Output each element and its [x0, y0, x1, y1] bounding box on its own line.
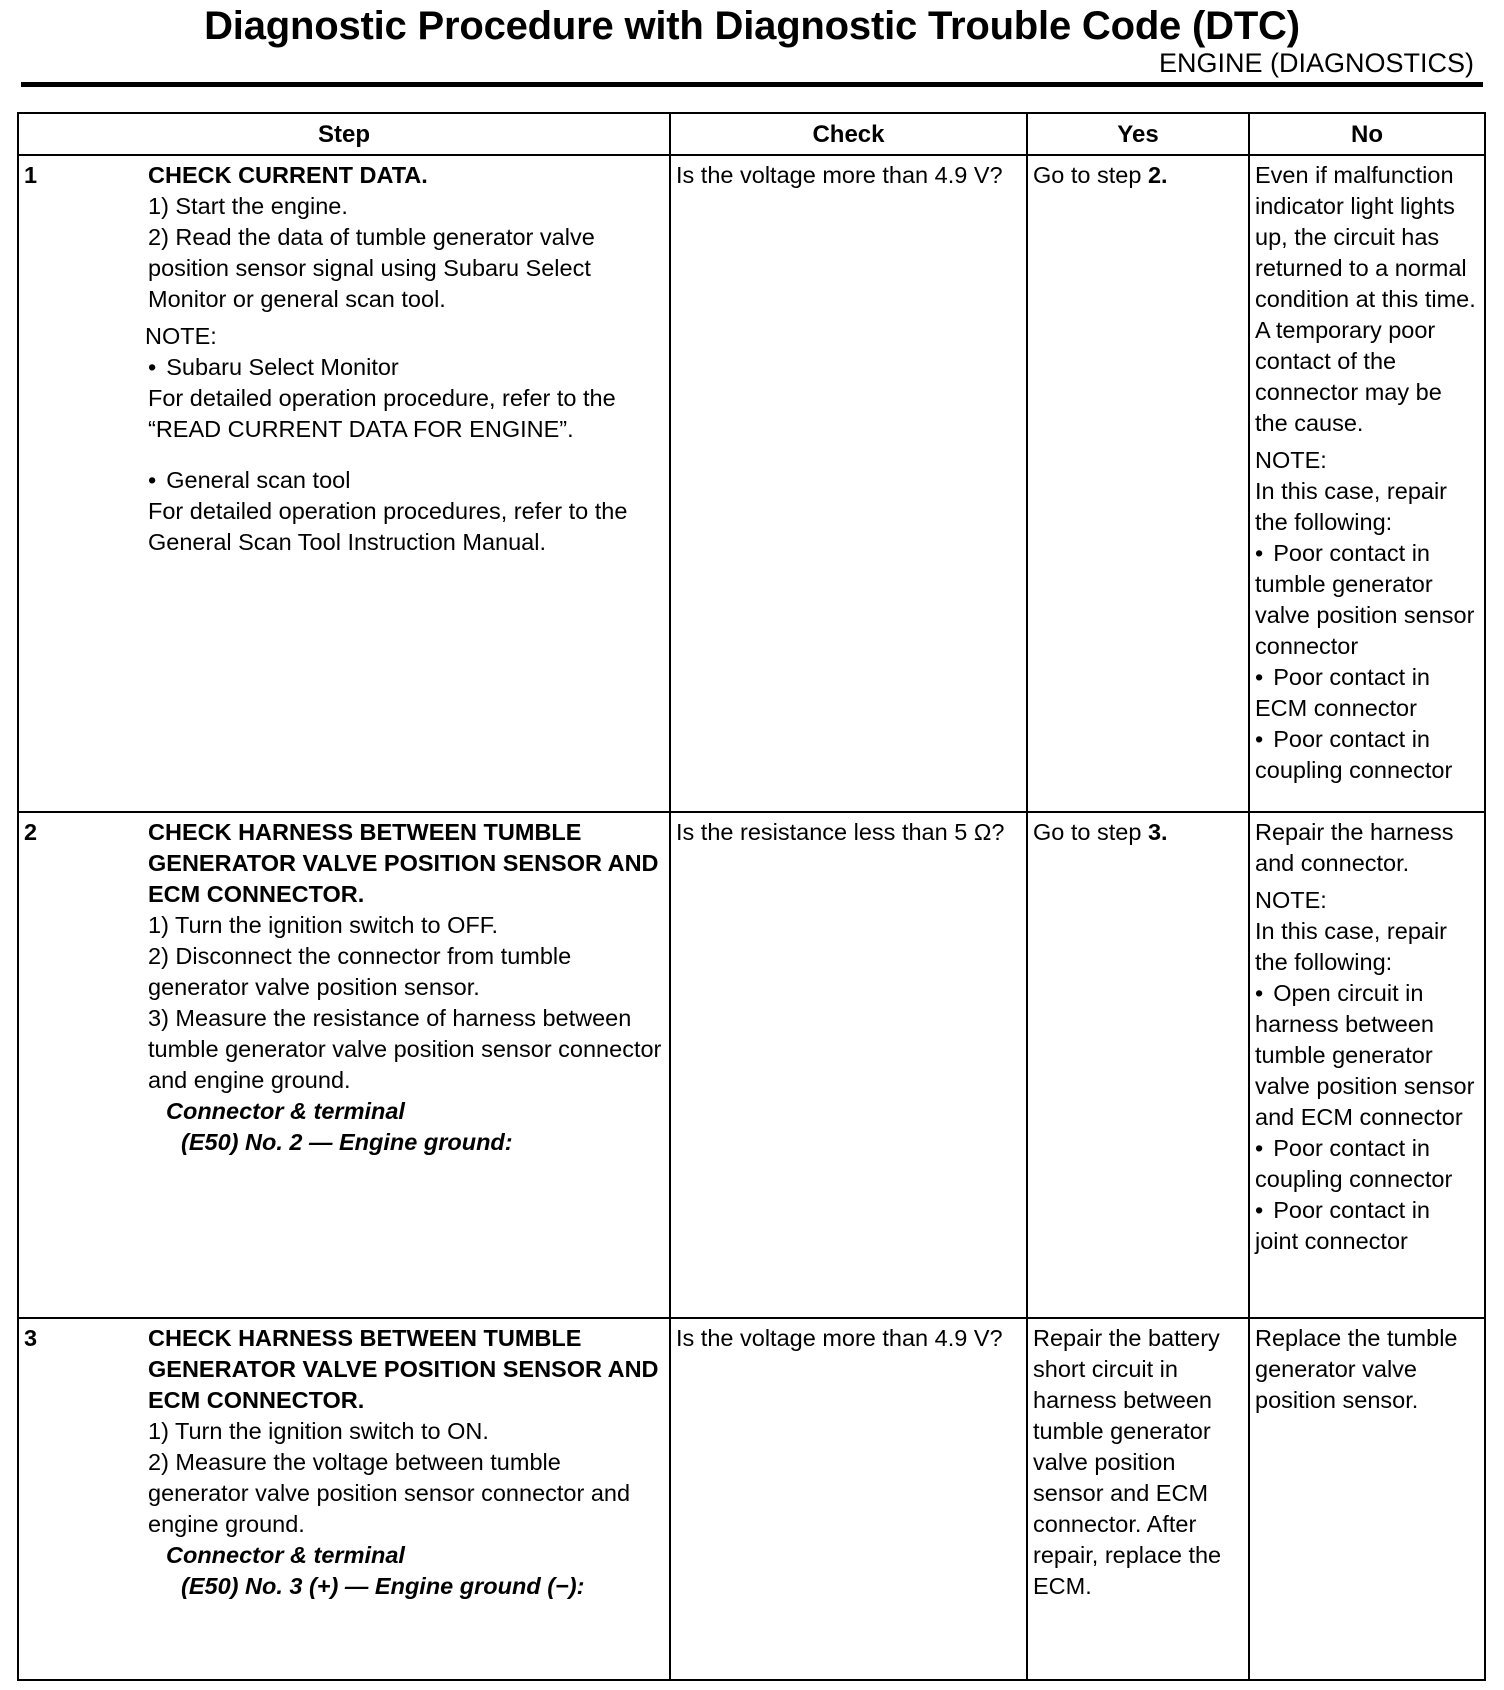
step-cell	[18, 155, 670, 812]
check-cell	[670, 155, 1027, 812]
no-bullet: • Poor contact in joint connector	[1255, 1195, 1479, 1257]
no-cell	[1249, 812, 1485, 1318]
step-number: 1	[24, 162, 38, 188]
step-instruction: 1) Turn the ignition switch to ON.	[148, 1418, 489, 1444]
step-instruction: 1) Start the engine.	[148, 193, 348, 219]
no-cell	[1249, 155, 1485, 812]
step-cell	[18, 812, 670, 1318]
check-question: Is the resistance less than 5 Ω?	[676, 819, 1005, 845]
check-question: Is the voltage more than 4.9 V?	[676, 162, 1003, 188]
table-row	[18, 155, 1485, 812]
no-text: Even if malfunction indicator light lights up, the circuit has returned to a normal condition at this time. A temporary poor contact of the connector may be the cause.	[1255, 162, 1476, 436]
yes-step-ref: 3.	[1147, 819, 1168, 845]
spec-value: (E50) No. 3 (+) — Engine ground (−):	[181, 1573, 585, 1599]
step-instruction: 2) Read the data of tumble generator valve position sensor signal using Subaru Select Monitor or general scan tool.	[148, 224, 595, 312]
note-text: For detailed operation procedures, refer to the General Scan Tool Instruction Manual.	[148, 498, 628, 555]
yes-text: Repair the battery short circuit in harness between tumble generator valve position sensor and ECM connector. After repair, replace the ECM.	[1033, 1325, 1222, 1599]
no-text: Replace the tumble generator valve position sensor.	[1255, 1325, 1458, 1413]
no-bullet: • Poor contact in coupling connector	[1255, 1133, 1479, 1195]
diagnostic-table	[17, 112, 1486, 1681]
no-note-label: NOTE:	[1255, 887, 1327, 913]
step-number: 2	[24, 819, 38, 845]
no-bullet: • Poor contact in ECM connector	[1255, 662, 1479, 724]
no-note-text: In this case, repair the following:	[1255, 918, 1448, 975]
page-title: Diagnostic Procedure with Diagnostic Trouble Code (DTC)	[204, 4, 1300, 48]
step-instruction: 1) Turn the ignition switch to OFF.	[148, 912, 499, 938]
step-instruction: 2) Disconnect the connector from tumble generator valve position sensor.	[148, 943, 572, 1000]
step-instruction: 2) Measure the voltage between tumble generator valve position sensor connector and engine ground.	[148, 1449, 631, 1537]
yes-step-ref: 2.	[1147, 162, 1168, 188]
spec-label: Connector & terminal	[166, 1542, 405, 1568]
column-header-no: No	[1249, 113, 1485, 155]
step-number: 3	[24, 1325, 38, 1351]
table-header-row	[18, 113, 1485, 155]
no-bullet: • Open circuit in harness between tumble generator valve position sensor and ECM connector	[1255, 978, 1479, 1133]
note-label: NOTE:	[145, 323, 217, 349]
no-cell	[1249, 1318, 1485, 1680]
yes-cell	[1027, 812, 1249, 1318]
no-text: Repair the harness and connector.	[1255, 819, 1454, 876]
step-heading: CHECK HARNESS BETWEEN TUMBLE GENERATOR VALVE POSITION SENSOR AND ECM CONNECTOR.	[148, 819, 659, 907]
note-bullet: • Subaru Select Monitor	[148, 352, 664, 383]
note-bullet: • General scan tool	[148, 465, 664, 496]
check-cell	[670, 812, 1027, 1318]
no-bullet: • Poor contact in tumble generator valve position sensor connector	[1255, 538, 1479, 662]
step-instruction: 3) Measure the resistance of harness between tumble generator valve position sensor connector and engine ground.	[148, 1005, 662, 1093]
yes-text: Go to step	[1033, 819, 1148, 845]
section-label: ENGINE (DIAGNOSTICS)	[1158, 48, 1474, 78]
spec-label: Connector & terminal	[166, 1098, 405, 1124]
no-bullet: • Poor contact in coupling connector	[1255, 724, 1479, 786]
no-note-text: In this case, repair the following:	[1255, 478, 1448, 535]
note-text: For detailed operation procedure, refer to the “READ CURRENT DATA FOR ENGINE”.	[148, 385, 616, 442]
column-header-check: Check	[670, 113, 1027, 155]
yes-cell	[1027, 1318, 1249, 1680]
step-cell	[18, 1318, 670, 1680]
check-cell	[670, 1318, 1027, 1680]
column-header-step: Step	[18, 113, 670, 155]
no-note-label: NOTE:	[1255, 447, 1327, 473]
step-heading: CHECK HARNESS BETWEEN TUMBLE GENERATOR VALVE POSITION SENSOR AND ECM CONNECTOR.	[148, 1325, 659, 1413]
check-question: Is the voltage more than 4.9 V?	[676, 1325, 1003, 1351]
yes-cell	[1027, 155, 1249, 812]
table-row	[18, 812, 1485, 1318]
column-header-yes: Yes	[1027, 113, 1249, 155]
step-heading: CHECK CURRENT DATA.	[148, 162, 428, 188]
table-row	[18, 1318, 1485, 1680]
yes-text: Go to step	[1033, 162, 1148, 188]
spec-value: (E50) No. 2 — Engine ground:	[181, 1129, 513, 1155]
header-rule	[21, 82, 1483, 87]
